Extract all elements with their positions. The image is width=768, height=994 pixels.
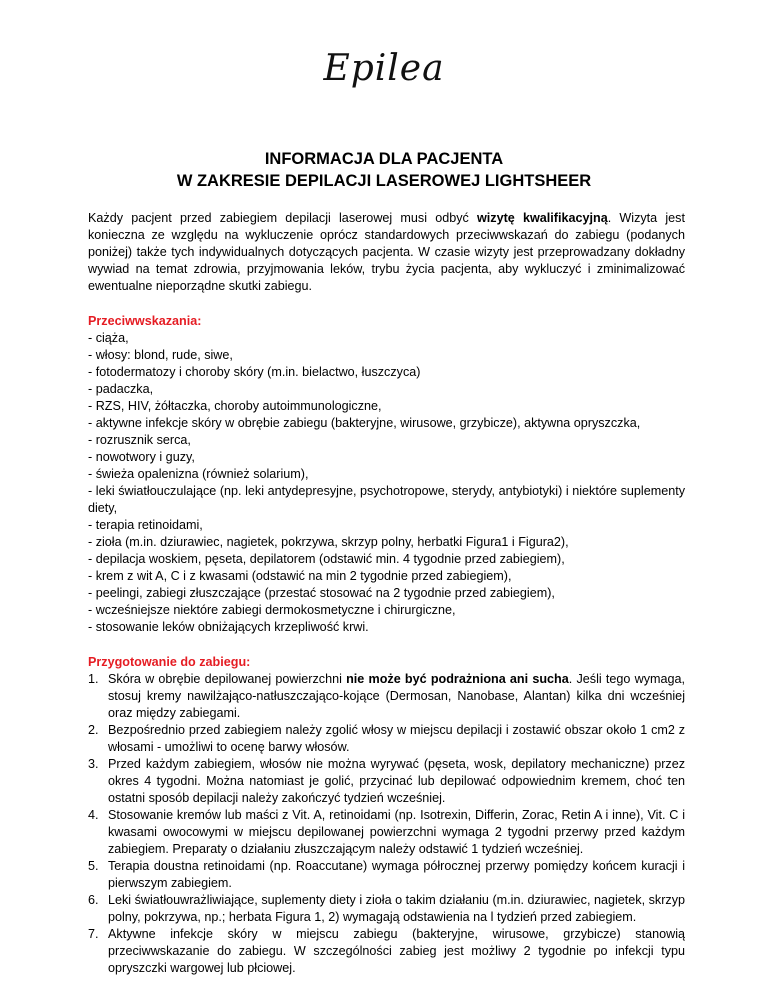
- title-line-1: INFORMACJA DLA PACJENTA: [264, 150, 504, 168]
- item-number: 3.: [88, 757, 99, 771]
- preparation-heading: Przygotowanie do zabiegu:: [88, 655, 251, 669]
- intro-text-2: . Wizyta jest konieczna ze względu na wykluczenie oprócz standardowych przeciwwskazań do zabiegu (podanych poniżej) także tych indywidualnych dotyczących pacjenta. W czasie wizyty jest przeprowadzany dokładny wywiad na temat zdrowia, przyjmowania leków, trybu życia pacjenta, aby wykluczyć i zminimalizować ewentualne nieporządne skutki zabiegu.: [88, 211, 685, 293]
- list-item: - peelingi, zabiegi złuszczające (przestać stosować na 2 tygodnie przed zabiegiem),: [88, 586, 555, 600]
- contraindications-heading: Przeciwwskazania:: [88, 314, 202, 328]
- item-text: Terapia doustna retinoidami (np. Roaccutane) wymaga półrocznej przerwy pomiędzy końcem kuracji i pierwszym zabiegiem.: [108, 859, 685, 890]
- numbered-item: [88, 722, 685, 756]
- numbered-item: [88, 926, 685, 977]
- item-text: Przed każdym zabiegiem, włosów nie można wyrywać (pęseta, wosk, depilatory mechaniczne) przez okres 4 tygodni. Można natomiast je golić, przycinać lub depilować odpowiednim kremem, choć ten ostatni sposób depilacji należy zakończyć tydzień wcześniej.: [108, 757, 685, 805]
- numbered-item: [88, 671, 685, 722]
- item-text: Stosowanie kremów lub maści z Vit. A, retinoidami (np. Isotrexin, Differin, Zorac, Retin A i inne), Vit. C i kwasami owocowymi w miejscu depilowanej powierzchni wymaga 2 tygodni przerwy przed każdym zabiegiem. Preparaty o działaniu złuszczającym należy odstawić 1 tydzień wcześniej.: [108, 808, 685, 856]
- list-item: - stosowanie leków obniżających krzepliwość krwi.: [88, 620, 369, 634]
- item-text: Skóra w obrębie depilowanej powierzchni: [108, 672, 347, 686]
- title-line-2: W ZAKRESIE DEPILACJI LASEROWEJ LIGHTSHEER: [176, 172, 592, 190]
- numbered-item: [88, 892, 685, 926]
- list-item: - depilacja woskiem, pęseta, depilatorem (odstawić min. 4 tygodnie przed zabiegiem),: [88, 552, 565, 566]
- list-item: - RZS, HIV, żółtaczka, choroby autoimmunologiczne,: [88, 399, 382, 413]
- item-bold-text: nie może być podrażniona ani sucha: [346, 672, 569, 686]
- list-item: - fotodermatozy i choroby skóry (m.in. bielactwo, łuszczyca): [88, 365, 421, 379]
- brand-logo: Epilea: [323, 48, 445, 89]
- list-item: - ciąża,: [88, 331, 129, 345]
- item-text-end: . Jeśli tego wymaga, stosuj kremy nawilżająco-natłuszczająco-kojące (Dermosan, Nanobase, Alantan) kilka dni wcześniej oraz między zabiegami.: [108, 672, 685, 720]
- list-item: - wcześniejsze niektóre zabiegi dermokosmetyczne i chirurgiczne,: [88, 603, 456, 617]
- list-item: - rozrusznik serca,: [88, 433, 191, 447]
- page-title: [0, 148, 768, 192]
- item-number: 7.: [88, 927, 99, 941]
- document-content: [88, 210, 685, 977]
- list-item: - terapia retinoidami,: [88, 518, 203, 532]
- intro-bold: wizytę kwalifikacyjną: [477, 211, 608, 225]
- numbered-item: [88, 858, 685, 892]
- preparation-list: [88, 671, 685, 977]
- intro-text-1: Każdy pacjent przed zabiegiem depilacji laserowej musi odbyć: [88, 211, 477, 225]
- list-item: - świeża opalenizna (również solarium),: [88, 467, 309, 481]
- list-item: - leki światłouczulające (np. leki antydepresyjne, psychotropowe, sterydy, antybiotyki) i niektóre suplementy diety,: [88, 484, 685, 515]
- item-number: 4.: [88, 808, 99, 822]
- item-text: Aktywne infekcje skóry w miejscu zabiegu (bakteryjne, wirusowe, grzybicze) stanowią przeciwwskazanie do zabiegu. W szczególności zabieg jest możliwy 2 tygodnie po infekcji typu opryszczki wargowej lub płciowej.: [108, 927, 685, 975]
- item-text: Leki światłouwrażliwiające, suplementy diety i zioła o takim działaniu (m.in. dziurawiec, nagietek, skrzyp polny, pokrzywa, np.; herbata Figura 1, 2) wymagają odstawienia na l tydzień przed zabiegiem.: [108, 893, 685, 924]
- list-item: - zioła (m.in. dziurawiec, nagietek, pokrzywa, skrzyp polny, herbatki Figura1 i Figura2),: [88, 535, 569, 549]
- list-item: - aktywne infekcje skóry w obrębie zabiegu (bakteryjne, wirusowe, grzybicze), aktywna opryszczka,: [88, 416, 641, 430]
- list-item: - nowotwory i guzy,: [88, 450, 195, 464]
- list-item: - padaczka,: [88, 382, 154, 396]
- item-text: Bezpośrednio przed zabiegiem należy zgolić włosy w miejscu depilacji i zostawić obszar około 1 cm2 z włosami - umożliwi to ocenę barwy włosów.: [108, 723, 685, 754]
- numbered-item: [88, 807, 685, 858]
- contraindications-list: [88, 330, 685, 636]
- item-number: 1.: [88, 672, 99, 686]
- list-item: - włosy: blond, rude, siwe,: [88, 348, 233, 362]
- item-number: 2.: [88, 723, 99, 737]
- numbered-item: [88, 756, 685, 807]
- item-number: 5.: [88, 859, 99, 873]
- item-number: 6.: [88, 893, 99, 907]
- intro-paragraph: [88, 210, 685, 295]
- list-item: - krem z wit A, C i z kwasami (odstawić na min 2 tygodnie przed zabiegiem),: [88, 569, 512, 583]
